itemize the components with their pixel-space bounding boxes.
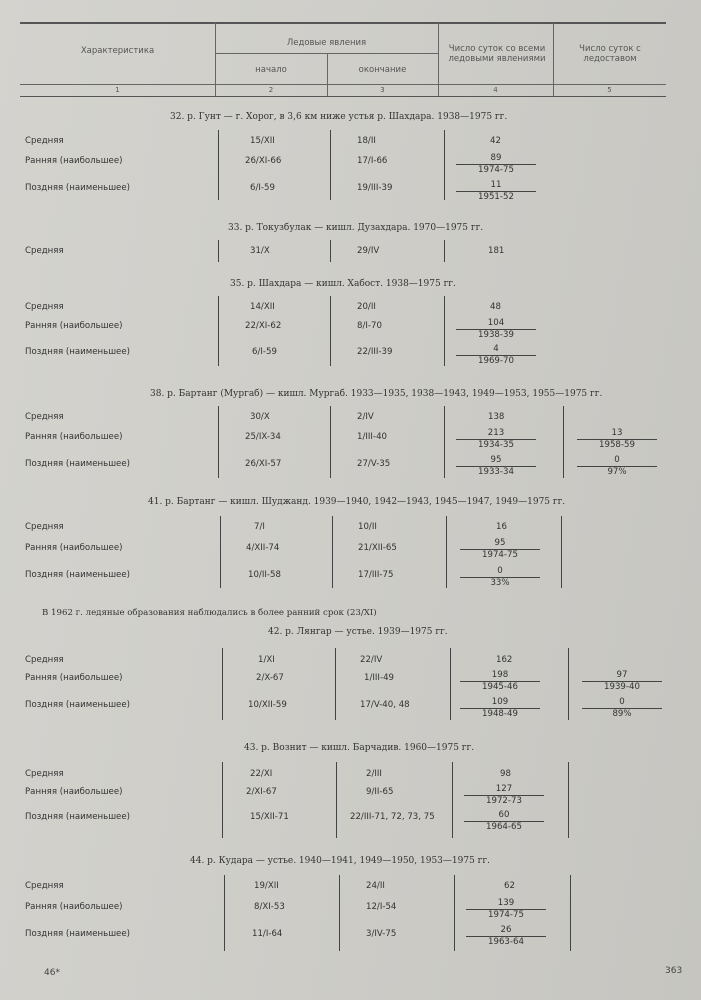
days-fraction: $\frac{4}{1969-70}$ [456,344,536,367]
end-date: 10/II [358,522,377,532]
section-title: 44. р. Кудара — устье. 1940—1941, 1949—1950, 1953—1975 гг. [190,856,490,866]
header-characteristic: Характеристика [80,46,155,56]
days-fraction: $\frac{60}{1964-65}$ [464,810,544,833]
row-label: Ранняя (наибольшее) [25,902,123,912]
row-label: Поздняя (наименьшее) [25,929,130,939]
end-date: 24/II [366,881,385,891]
start-date: 31/X [250,246,270,256]
end-date: 22/IV [360,655,383,665]
section-title: 42. р. Лянгар — устье. 1939—1975 гг. [268,627,448,637]
start-date: 26/XI-66 [245,156,282,166]
section-title: 35. р. Шахдара — кишл. Хабост. 1938—1975 гг. [230,279,456,289]
row-label: Средняя [25,522,64,532]
end-date: 2/IV [357,412,374,422]
header-num-1: 1 [115,86,120,94]
end-date: 2/III [366,769,382,779]
start-date: 6/I-59 [250,183,275,193]
header-num-5: 5 [607,86,612,94]
end-date: 29/IV [357,246,380,256]
header-num-2: 2 [268,86,274,94]
start-date: 15/XII [250,136,275,146]
row-label: Поздняя (наименьшее) [25,812,130,822]
days-fraction: $\frac{127}{1972-73}$ [464,784,544,807]
end-date: 8/I-70 [357,321,382,331]
start-date: 15/XII-71 [250,812,289,822]
days-value: 42 [490,136,501,146]
end-date: 22/III-39 [357,347,393,357]
days-fraction: $\frac{95}{1933-34}$ [456,455,536,478]
days-value: 138 [488,412,505,422]
row-label: Поздняя (наименьшее) [25,700,130,710]
header-days-all-ice: Число суток со всеми ледовыми явлениями [448,44,546,64]
row-label: Ранняя (наибольшее) [25,432,123,442]
start-date: 10/II-58 [248,570,281,580]
footer-left-mark: 46* [44,968,60,978]
days-value: 62 [504,881,515,891]
days-value: 16 [496,522,507,532]
header-end: окончание [358,65,407,75]
end-date: 1/III-49 [364,673,395,683]
end-date: 22/III-71, 72, 73, 75 [350,812,435,822]
row-label: Средняя [25,412,64,422]
section-title: 41. р. Бартанг — кишл. Шуджанд. 1939—1940, 1942—1943, 1945—1947, 1949—1975 гг. [148,497,566,507]
end-date: 19/III-39 [357,183,393,193]
days-fraction: $\frac{26}{1963-64}$ [466,925,546,948]
days-value: 98 [500,769,511,779]
days-fraction: $\frac{104}{1938-39}$ [456,318,536,341]
start-date: 25/IX-34 [245,432,281,442]
row-label: Средняя [25,655,64,665]
start-date: 22/XI-62 [245,321,282,331]
ice-fraction: $\frac{0}{89\%}$ [582,697,662,720]
row-label: Поздняя (наименьшее) [25,183,130,193]
end-date: 27/V-35 [357,459,391,469]
section-title: 43. р. Вознит — кишл. Барчадив. 1960—1975 гг. [244,743,475,753]
start-date: 10/XII-59 [248,700,287,710]
row-label: Ранняя (наибольшее) [25,156,123,166]
row-label: Средняя [25,769,64,779]
days-value: 181 [488,246,505,256]
start-date: 19/XII [254,881,279,891]
row-label: Средняя [25,136,64,146]
end-date: 1/III-40 [357,432,388,442]
start-date: 11/I-64 [252,929,283,939]
start-date: 2/XI-67 [246,787,277,797]
start-date: 6/I-59 [252,347,277,357]
start-date: 30/X [250,412,270,422]
ice-fraction: $\frac{13}{1958-59}$ [577,428,657,451]
header-num-4: 4 [493,86,498,94]
row-label: Ранняя (наибольшее) [25,673,123,683]
days-fraction: $\frac{95}{1974-75}$ [460,538,540,561]
end-date: 18/II [357,136,376,146]
end-date: 21/XII-65 [358,543,397,553]
start-date: 14/XII [250,302,275,312]
end-date: 3/IV-75 [366,929,397,939]
days-fraction: $\frac{89}{1974-75}$ [456,153,536,176]
days-fraction: $\frac{11}{1951-52}$ [456,180,536,203]
end-date: 20/II [357,302,376,312]
start-date: 4/XII-74 [246,543,280,553]
end-date: 12/I-54 [366,902,397,912]
row-label: Ранняя (наибольшее) [25,321,123,331]
days-value: 48 [490,302,501,312]
row-label: Поздняя (наименьшее) [25,570,130,580]
row-label: Поздняя (наименьшее) [25,347,130,357]
row-label: Поздняя (наименьшее) [25,459,130,469]
row-label: Ранняя (наибольшее) [25,787,123,797]
row-label: Средняя [25,246,64,256]
row-label: Ранняя (наибольшее) [25,543,123,553]
start-date: 26/XI-57 [245,459,282,469]
section-title: 38. р. Бартанг (Мургаб) — кишл. Мургаб. 1933—1935, 1938—1943, 1949—1953, 1955—1975 гг. [150,389,603,399]
days-fraction: $\frac{213}{1934-35}$ [456,428,536,451]
start-date: 7/I [254,522,265,532]
start-date: 2/X-67 [256,673,284,683]
header-days-freeze: Число суток с ледоставом [579,44,641,64]
start-date: 22/XI [250,769,273,779]
end-date: 17/V-40, 48 [360,700,410,710]
days-fraction: $\frac{0}{33\%}$ [460,566,540,589]
days-value: 162 [496,655,513,665]
page-number: 363 [665,966,683,976]
days-fraction: $\frac{139}{1974-75}$ [466,898,546,921]
row-label: Средняя [25,302,64,312]
header-ice-phenomena: Ледовые явления [286,38,367,48]
start-date: 1/XI [258,655,275,665]
ice-fraction: $\frac{97}{1939-40}$ [582,670,662,693]
end-date: 17/III-75 [358,570,394,580]
end-date: 9/II-65 [366,787,394,797]
row-label: Средняя [25,881,64,891]
end-date: 17/I-66 [357,156,388,166]
header-num-3: 3 [380,86,385,94]
ice-fraction: $\frac{0}{97\%}$ [577,455,657,478]
start-date: 8/XI-53 [254,902,285,912]
days-fraction: $\frac{198}{1945-46}$ [460,670,540,693]
section-title: 32. р. Гунт — г. Хорог, в 3,6 км ниже устья р. Шахдара. 1938—1975 гг. [170,112,508,122]
section-title: 33. р. Токузбулак — кишл. Дузахдара. 1970—1975 гг. [228,223,484,233]
header-start: начало [255,65,287,75]
days-fraction: $\frac{109}{1948-49}$ [460,697,540,720]
note-text: В 1962 г. ледяные образования наблюдались в более ранний срок (23/XI) [42,608,377,618]
